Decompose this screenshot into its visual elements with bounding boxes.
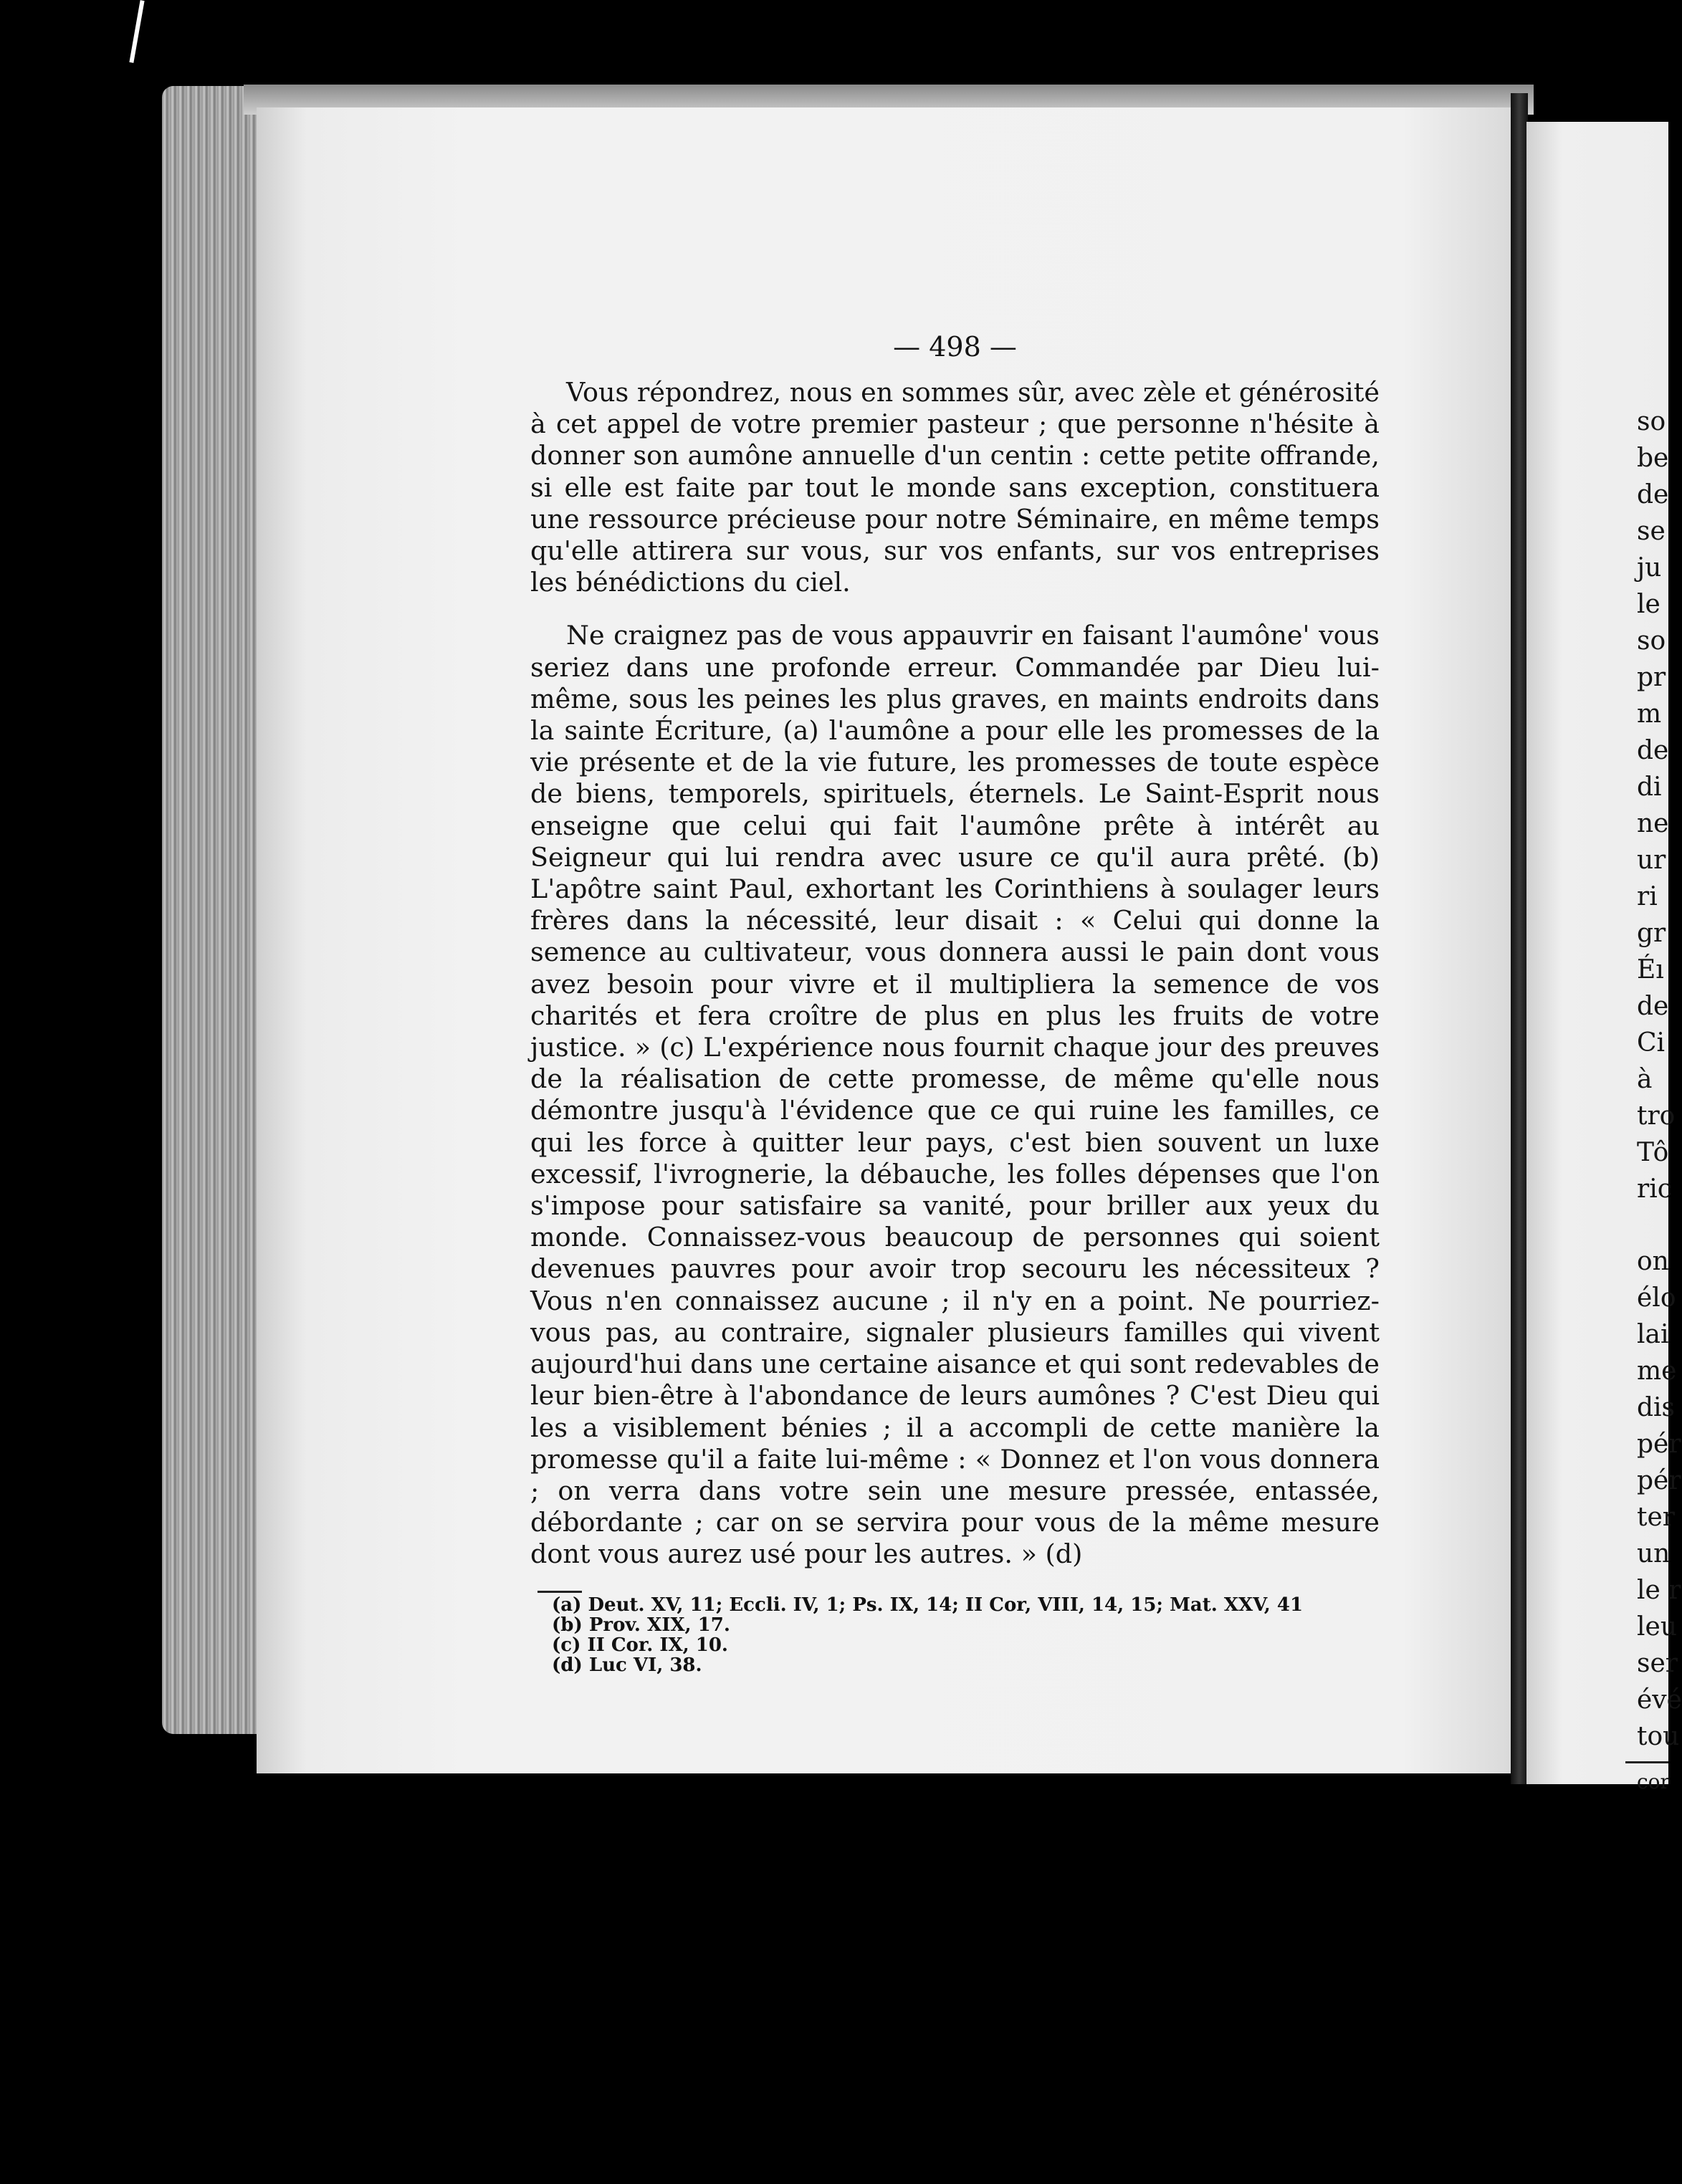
right-page-fragment: le bbox=[1637, 590, 1661, 619]
right-page-fragment: lai bbox=[1637, 1320, 1669, 1349]
page-text bbox=[530, 331, 1380, 1571]
right-footnote-rule bbox=[1625, 1761, 1668, 1763]
right-page-fragment: de bbox=[1637, 736, 1669, 765]
right-page-fragment: à bbox=[1637, 1065, 1653, 1094]
footnote: (c) II Cor. IX, 10. bbox=[552, 1634, 728, 1656]
right-page-fragment: m bbox=[1637, 699, 1662, 729]
right-page-fragment: cor bbox=[1637, 1770, 1670, 1793]
footnotes bbox=[552, 1595, 1390, 1675]
right-page-fragment: évé bbox=[1637, 1685, 1682, 1715]
right-page-fragment: élo bbox=[1637, 1283, 1676, 1313]
right-page-fragment: leu bbox=[1637, 1612, 1678, 1642]
paragraph: Ne craignez pas de vous appauvrir en faisant l'aumône' vous seriez dans une profonde erreur. Commandée par Dieu lui-même, sous les peines les plus graves, en maints endroits dans la sainte Écriture, (a) l'aumône a pour elle les promesses de la vie présente et de la vie future, les promesses de toute espèce de biens, temporels, spirituels, éternels. Le Saint-Esprit nous enseigne que celui qui fait l'aumône prête à intérêt au Seigneur qui lui rendra avec usure ce qu'il aura prêté. (b) L'apôtre saint Paul, exhortant les Corinthiens à soulager leurs frères dans la nécessité, leur disait : « Celui qui donne la semence au cultivateur, vous donnera aussi le pain dont vous avez besoin pour vivre et il multipliera la semence de vos charités et fera croître de plus en plus les fruits de votre justice. » (c) L'expérience nous fournit chaque jour des preuves de la réalisation de cette promesse, de même qu'elle nous démontre jusqu'à l'évidence que ce qui ruine les familles, ce qui les force à quitter leur pays, c'est bien souvent un luxe excessif, l'ivrognerie, la débauche, les folles dépenses que l'on s'impose pour satisfaire sa vanité, pour briller aux yeux du monde. Connaissez-vous beaucoup de personnes qui soient devenues pauvres pour avoir trop secouru les nécessiteux ? Vous n'en connaissez aucune ; il n'y en a point. Ne pourriez-vous pas, au contraire, signaler plusieurs familles qui vivent aujourd'hui dans une certaine aisance et qui sont redevables de leur bien-être à l'abondance de leurs aumônes ? C'est Dieu qui les a visiblement bénies ; il a accompli de cette manière la promesse qu'il a faite lui-même : « Donnez et l'on vous donnera ; on verra dans votre sein une mesure pressée, entassée, débordante ; car on se servira pour vous de la même mesure dont vous aurez usé pour les autres. » (d) bbox=[530, 620, 1380, 1570]
right-page-fragment: ric bbox=[1637, 1174, 1672, 1204]
right-page-fragment: tro bbox=[1637, 1101, 1676, 1131]
footnote-rule bbox=[537, 1591, 582, 1593]
right-page-fragment: so bbox=[1637, 626, 1666, 656]
right-page-fragment: de bbox=[1637, 992, 1669, 1021]
right-page-fragment: pér bbox=[1637, 1466, 1681, 1495]
right-page-fragment: on bbox=[1637, 1247, 1669, 1276]
right-page-fragment: un bbox=[1637, 1539, 1671, 1568]
book-page-edges bbox=[162, 86, 262, 1734]
right-page-fragment: me bbox=[1637, 1356, 1677, 1386]
right-page-fragment: Ci bbox=[1637, 1028, 1666, 1058]
right-page-fragment: Éı bbox=[1637, 955, 1664, 985]
corner-mark bbox=[129, 0, 144, 63]
right-page-fragment: de bbox=[1637, 480, 1669, 509]
right-page-fragment: pér bbox=[1637, 1429, 1681, 1459]
right-page-fragment: pr bbox=[1637, 663, 1666, 692]
right-page-fragment: dis bbox=[1637, 1393, 1676, 1422]
right-page-fragment: se bbox=[1637, 517, 1666, 546]
right-page-fragment: di bbox=[1637, 772, 1662, 802]
book-gutter bbox=[1511, 93, 1528, 1784]
footnote: (b) Prov. XIX, 17. bbox=[552, 1614, 730, 1636]
right-page-fragment: ri bbox=[1637, 882, 1658, 911]
right-page-fragment: ter bbox=[1637, 1503, 1675, 1532]
right-page-fragment: ju bbox=[1637, 553, 1662, 583]
right-page-fragment: Tô bbox=[1637, 1138, 1669, 1167]
right-page-fragment: gr bbox=[1637, 919, 1666, 948]
right-page bbox=[1526, 122, 1682, 1784]
right-page-fragment: tou bbox=[1637, 1722, 1680, 1751]
right-page-fragment: so bbox=[1637, 407, 1666, 436]
footnote: (a) Deut. XV, 11; Eccli. IV, 1; Ps. IX, 14; II Cor, VIII, 14, 15; Mat. XXV, 41 bbox=[552, 1594, 1304, 1616]
paragraph: Vous répondrez, nous en sommes sûr, avec zèle et générosité à cet appel de votre premier pasteur ; que personne n'hésite à donner son aumône annuelle d'un centin : cette petite offrande, si elle est faite par tout le monde sans exception, constituera une ressource précieuse pour notre Séminaire, en même temps qu'elle attirera sur vous, sur vos enfants, sur vos entreprises les bénédictions du ciel. bbox=[530, 377, 1380, 598]
right-page-fragment: ne bbox=[1637, 809, 1669, 838]
page-number: — 498 — bbox=[893, 331, 1017, 363]
right-page-fragment: ser bbox=[1637, 1649, 1678, 1678]
footnote: (d) Luc VI, 38. bbox=[552, 1654, 702, 1676]
right-page-fragment: be bbox=[1637, 444, 1669, 473]
right-page-fragment: ur bbox=[1637, 846, 1666, 875]
right-page-fragment: le r bbox=[1637, 1576, 1681, 1605]
